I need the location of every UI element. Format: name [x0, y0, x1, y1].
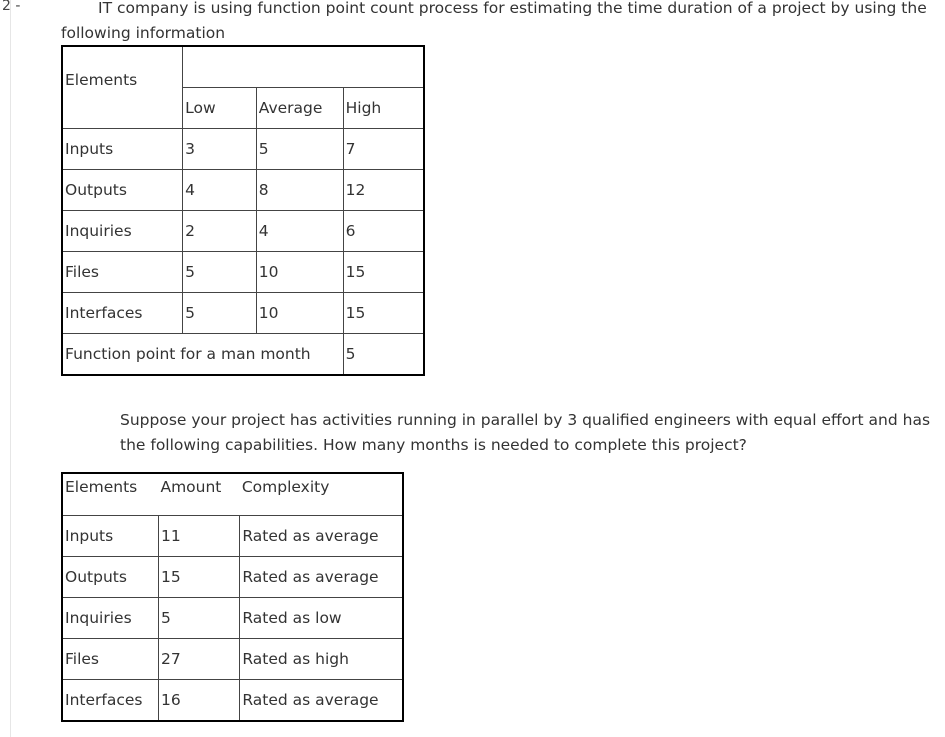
low-value: 4 — [183, 170, 257, 211]
weights-table — [61, 45, 425, 376]
weights-header-high: High — [343, 88, 424, 129]
capabilities-header-row — [62, 473, 403, 516]
weights-header-average: Average — [256, 88, 343, 129]
average-value: 8 — [256, 170, 343, 211]
weights-header-elements: Elements — [62, 46, 183, 129]
capabilities-header-amount: Amount — [158, 473, 239, 516]
average-value: 10 — [256, 252, 343, 293]
weights-header-empty — [183, 46, 424, 88]
amount-value: 15 — [158, 557, 239, 598]
high-value: 15 — [343, 293, 424, 334]
question-number: 2 - — [2, 0, 21, 14]
question-intro — [61, 0, 941, 46]
low-value: 2 — [183, 211, 257, 252]
row-label: Interfaces — [62, 680, 158, 722]
question-scenario: Suppose your project has activities running in parallel by 3 qualified engineers with equal effort and has the following capabilities. How many months is needed to complete this project? — [120, 411, 931, 454]
weights-header-top-row — [62, 46, 424, 88]
average-value: 4 — [256, 211, 343, 252]
low-value: 5 — [183, 252, 257, 293]
amount-value: 11 — [158, 516, 239, 557]
table-row — [62, 252, 424, 293]
complexity-value: Rated as low — [240, 598, 403, 639]
capabilities-header-elements: Elements — [62, 473, 158, 516]
complexity-value: Rated as average — [240, 516, 403, 557]
row-label: Inquiries — [62, 211, 183, 252]
low-value: 3 — [183, 129, 257, 170]
high-value: 15 — [343, 252, 424, 293]
man-month-label: Function point for a man month — [62, 334, 343, 376]
row-label: Inputs — [62, 129, 183, 170]
table-row — [62, 170, 424, 211]
row-label: Files — [62, 639, 158, 680]
high-value: 12 — [343, 170, 424, 211]
capabilities-header-complexity: Complexity — [240, 473, 403, 516]
high-value: 6 — [343, 211, 424, 252]
row-label: Interfaces — [62, 293, 183, 334]
left-border — [10, 0, 11, 737]
table-row — [62, 129, 424, 170]
weights-header-low: Low — [183, 88, 257, 129]
average-value: 5 — [256, 129, 343, 170]
complexity-value: Rated as average — [240, 557, 403, 598]
footer-row — [62, 334, 424, 376]
table-row — [62, 293, 424, 334]
row-label: Files — [62, 252, 183, 293]
average-value: 10 — [256, 293, 343, 334]
complexity-value: Rated as high — [240, 639, 403, 680]
amount-value: 5 — [158, 598, 239, 639]
row-label: Inputs — [62, 516, 158, 557]
table-row — [62, 557, 403, 598]
amount-value: 27 — [158, 639, 239, 680]
table-row — [62, 598, 403, 639]
complexity-value: Rated as average — [240, 680, 403, 722]
row-label: Outputs — [62, 557, 158, 598]
row-label: Inquiries — [62, 598, 158, 639]
capabilities-table — [61, 472, 404, 722]
table-row — [62, 639, 403, 680]
row-label: Outputs — [62, 170, 183, 211]
low-value: 5 — [183, 293, 257, 334]
table-row — [62, 516, 403, 557]
high-value: 7 — [343, 129, 424, 170]
amount-value: 16 — [158, 680, 239, 722]
question-intro-text: IT company is using function point count process for estimating the time duration of a project by using the following information — [61, 0, 927, 42]
table-row — [62, 680, 403, 722]
table-row — [62, 211, 424, 252]
man-month-value: 5 — [343, 334, 424, 376]
